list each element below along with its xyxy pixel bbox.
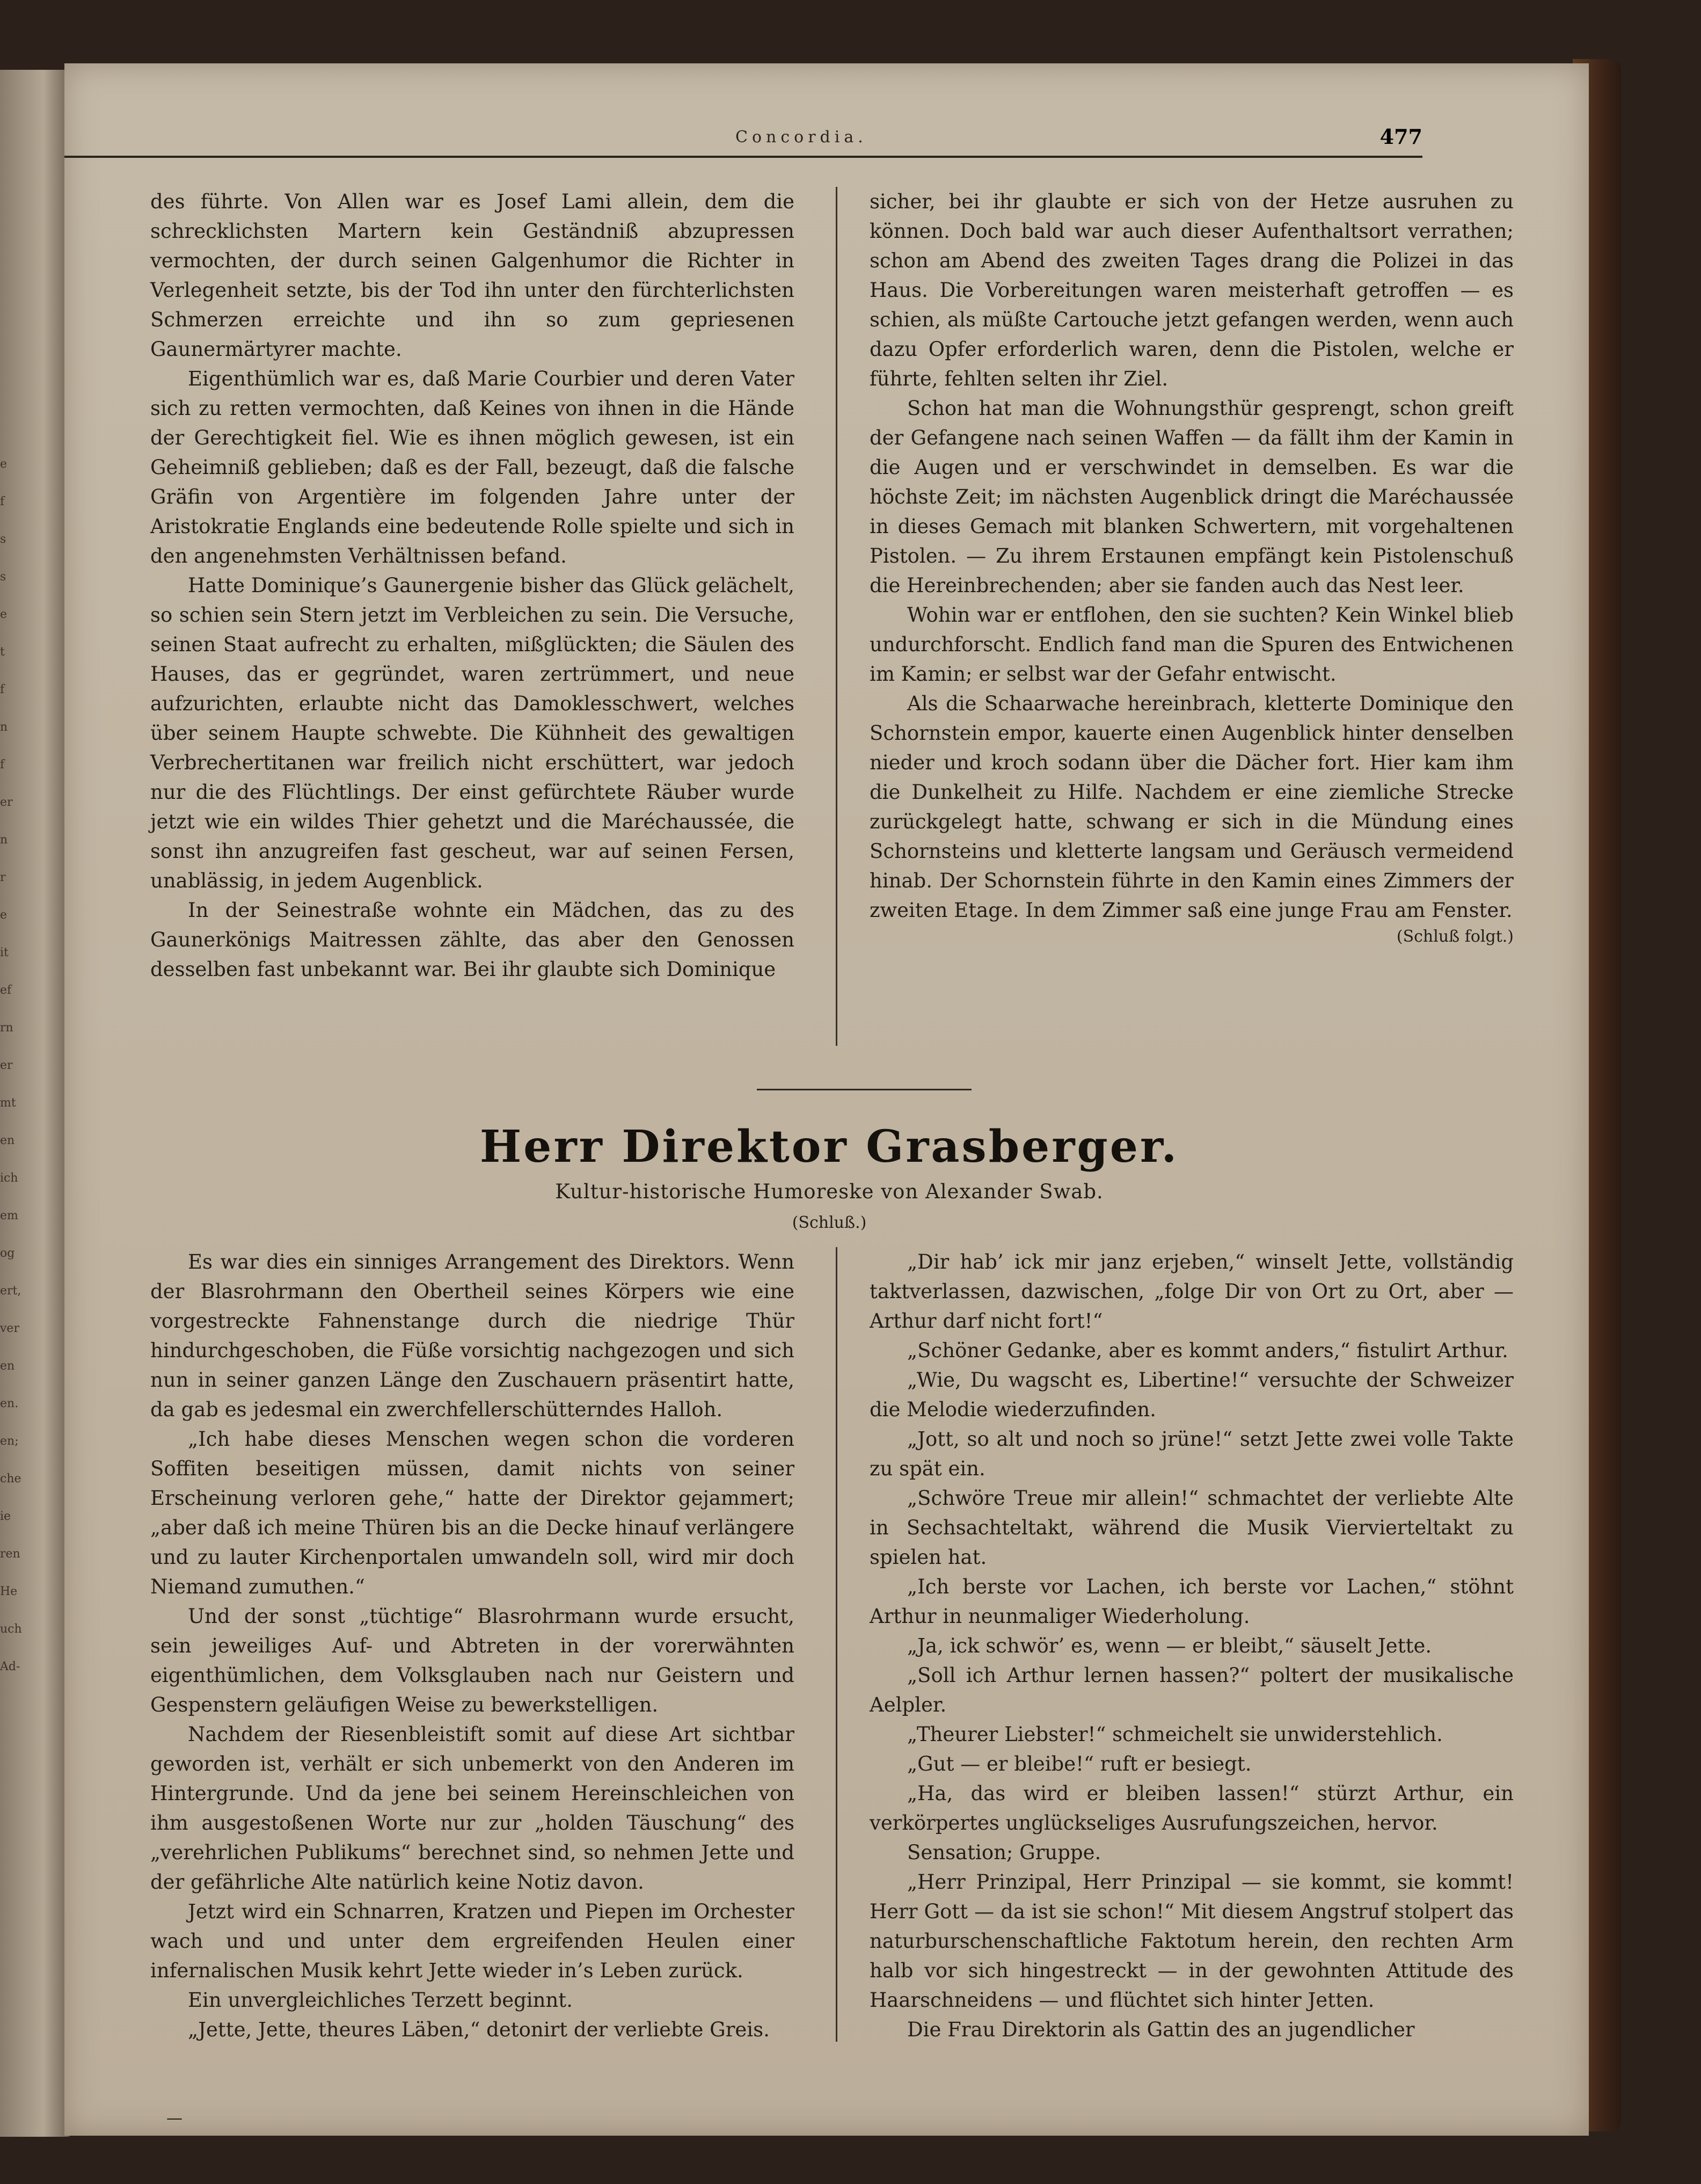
- article-1-left-column: [150, 187, 794, 984]
- paragraph: „Theurer Liebster!“ schmeichelt sie unwiderstehlich.: [907, 1723, 1443, 1746]
- previous-page-scraps: [0, 446, 21, 1686]
- paragraph: Eigenthümlich war es, daß Marie Courbier und deren Vater sich zu retten vermochten, daß Keines von ihnen in die Hände der Gerechtigkeit fiel. Wie es ihnen möglich gewesen, ist ein Geheimniß geblieben; daß es der Fall, bezeugt, daß die falsche Gräfin von Argentière im folgenden Jahre unter der Aristokratie Englands eine bedeutende Rolle spielte und sich in den angenehmsten Verhältnissen befand.: [150, 367, 794, 567]
- running-head: [64, 125, 1422, 160]
- article-2-subtitle: Kultur-historische Humoreske von Alexander Swab.: [555, 1180, 1104, 1203]
- paragraph: Hatte Dominique’s Gaunergenie bisher das Glück gelächelt, so schien sein Stern jetzt im Verbleichen zu sein. Die Versuche, seinen Staat aufrecht zu erhalten, mißglückten; die Säulen des Hauses, das er gegründet, waren zertrümmert, und neue aufzurichten, erlaubte nicht das Damoklesschwert, welches über seinem Haupte schwebte. Die Kühnheit des gewaltigen Verbrechertitanen war freilich nicht erschüttert, war jedoch nur die des Flüchtlings. Der einst gefürchtete Räuber wurde jetzt wie ein wildes Thier gehetzt und die Maréchaussée, die sonst ihn anzugreifen fast gescheut, war auf seinen Fersen, unablässig, in jedem Augenblick.: [150, 574, 794, 892]
- margin-fragment: em: [0, 1209, 18, 1222]
- paragraph: „Ja, ick schwör’ es, wenn — er bleibt,“ säuselt Jette.: [907, 1634, 1432, 1657]
- margin-fragment: ie: [0, 1510, 11, 1523]
- header-rule: [64, 156, 1422, 158]
- paragraph: des führte. Von Allen war es Josef Lami allein, dem die schrecklichsten Martern kein Geständniß abzupressen vermochten, der durch seinen Galgenhumor die Richter in Verlegenheit setzte, bis der Tod ihn unter den fürchterlichsten Schmerzen erreichte und ihn so zum gepriesenen Gaunermärtyrer machte.: [150, 190, 794, 361]
- margin-fragment: ver: [0, 1322, 19, 1335]
- paragraph: Es war dies ein sinniges Arrangement des Direktors. Wenn der Blasrohrmann den Obertheil seines Körpers wie eine vorgestreckte Fahnenstange durch die niedrige Thür hindurchgeschoben, die Füße vorsichtig nachgezogen und sich nun in seiner ganzen Länge den Zuschauern präsentirt hatte, da gab es jedesmal ein zwerchfellerschütterndes Halloh.: [150, 1250, 794, 1421]
- margin-fragment: n: [0, 833, 8, 847]
- margin-fragment: en: [0, 1359, 15, 1373]
- column-divider-2: [836, 1247, 837, 2042]
- margin-fragment: s: [0, 533, 6, 546]
- margin-fragment: He: [0, 1585, 18, 1598]
- margin-fragment: ef: [0, 984, 12, 997]
- paragraph: Sensation; Gruppe.: [907, 1841, 1101, 1864]
- article-2-right-column: [870, 1247, 1514, 2044]
- journal-name: Concordia.: [735, 128, 867, 147]
- paragraph: „Soll ich Arthur lernen hassen?“ poltert der musikalische Aelpler.: [870, 1664, 1514, 1716]
- paragraph: „Wie, Du wagscht es, Libertine!“ versuchte der Schweizer die Melodie wiederzufinden.: [870, 1368, 1514, 1421]
- paragraph: sicher, bei ihr glaubte er sich von der Hetze ausruhen zu können. Doch bald war auch dieser Aufenthaltsort verrathen; schon am Abend des zweiten Tages drang die Polizei in das Haus. Die Vorbereitungen waren meisterhaft getroffen — es schien, als müßte Cartouche jetzt gefangen werden, wenn auch dazu Opfer erforderlich waren, denn die Pistolen, welche er führte, fehlten selten ihr Ziel.: [870, 190, 1514, 390]
- continuation-note: (Schluß folgt.): [1396, 927, 1514, 946]
- margin-fragment: f: [0, 758, 5, 771]
- paragraph: Nachdem der Riesenbleistift somit auf diese Art sichtbar geworden ist, verhält er sich unbemerkt von den Anderen im Hintergrunde. Und da jene bei seinem Hereinschleichen von ihm ausgestoßenen Worte nur zur „holden Täuschung“ des „verehrlichen Publikums“ berechnet sind, so nehmen Jette und der gefährliche Alte natürlich keine Notiz davon.: [150, 1723, 794, 1894]
- paragraph: „Ich habe dieses Menschen wegen schon die vorderen Soffiten beseitigen müssen, damit nichts von seiner Erscheinung verloren gehe,“ hatte der Direktor gejammert; „aber daß ich meine Thüren bis an die Decke hinauf verlängere und zu lauter Kirchenportalen umwandeln soll, wird mir doch Niemand zumuthen.“: [150, 1428, 794, 1598]
- paragraph: Und der sonst „tüchtige“ Blasrohrmann wurde ersucht, sein jeweiliges Auf- und Abtreten in der vorerwähnten eigenthümlichen, dem Volksglauben nach nur Geistern und Gespenstern geläufigen Weise zu bewerkstelligen.: [150, 1605, 794, 1716]
- paragraph: „Ha, das wird er bleiben lassen!“ stürzt Arthur, ein verkörpertes unglückseliges Ausrufungszeichen, hervor.: [870, 1782, 1514, 1834]
- paragraph: Als die Schaarwache hereinbrach, kletterte Dominique den Schornstein empor, kauerte einen Augenblick hinter denselben nieder und kroch sodann über die Dächer fort. Hier kam ihm die Dunkelheit zu Hilfe. Nachdem er eine ziemliche Strecke zurückgelegt hatte, schwang er sich in die Mündung eines Schornsteins und kletterte langsam und Geräusch vermeidend hinab. Der Schornstein führte in den Kamin eines Zimmers der zweiten Etage. In dem Zimmer saß eine junge Frau am Fenster.: [870, 692, 1514, 922]
- margin-fragment: er: [0, 1059, 13, 1072]
- paragraph: „Schwöre Treue mir allein!“ schmachtet der verliebte Alte in Sechsachteltakt, während die Musik Viervierteltakt zu spielen hat.: [870, 1487, 1514, 1569]
- paragraph: „Herr Prinzipal, Herr Prinzipal — sie kommt, sie kommt! Herr Gott — da ist sie schon!“ Mit diesem Angstruf stolpert das naturburschenschaftliche Faktotum herein, den rechten Arm halb vor sich hingestreckt — in der gewohnten Attitude des Haarschneidens — und flüchtet sich hinter Jetten.: [870, 1870, 1514, 2012]
- column-divider: [836, 187, 837, 1046]
- bottom-dash: —: [166, 2109, 182, 2128]
- paragraph: Wohin war er entflohen, den sie suchten? Kein Winkel blieb undurchforscht. Endlich fand man die Spuren des Entwichenen im Kamin; er selbst war der Gefahr entwischt.: [870, 603, 1514, 686]
- margin-fragment: r: [0, 871, 6, 884]
- margin-fragment: en.: [0, 1397, 19, 1410]
- margin-fragment: ren: [0, 1547, 20, 1561]
- margin-fragment: che: [0, 1472, 21, 1486]
- margin-fragment: e: [0, 457, 8, 471]
- margin-fragment: it: [0, 946, 9, 959]
- margin-fragment: s: [0, 570, 6, 584]
- margin-fragment: en;: [0, 1435, 19, 1448]
- paragraph: „Dir hab’ ick mir janz erjeben,“ winselt Jette, vollständig taktverlassen, dazwischen, „folge Dir von Ort zu Ort, aber — Arthur darf nicht fort!“: [870, 1250, 1514, 1333]
- margin-fragment: n: [0, 720, 8, 734]
- paragraph: Die Frau Direktorin als Gattin des an jugendlicher: [907, 2018, 1415, 2041]
- margin-fragment: mt: [0, 1096, 16, 1110]
- previous-page-edge: [0, 70, 72, 2137]
- margin-fragment: uch: [0, 1622, 22, 1636]
- margin-fragment: er: [0, 796, 13, 809]
- paragraph: Ein unvergleichliches Terzett beginnt.: [188, 1989, 573, 2012]
- paragraph: „Gut — er bleibe!“ ruft er besiegt.: [907, 1752, 1252, 1775]
- margin-fragment: f: [0, 495, 5, 508]
- paragraph: „Ich berste vor Lachen, ich berste vor Lachen,“ stöhnt Arthur in neunmaliger Wiederholung.: [870, 1575, 1514, 1628]
- article-2-title: Herr Direktor Grasberger.: [479, 1121, 1179, 1173]
- margin-fragment: e: [0, 908, 8, 922]
- margin-fragment: ich: [0, 1171, 18, 1185]
- article-1-columns: [150, 187, 1514, 1057]
- margin-fragment: e: [0, 608, 8, 621]
- margin-fragment: og: [0, 1247, 15, 1260]
- margin-fragment: t: [0, 645, 5, 659]
- margin-fragment: ert,: [0, 1284, 21, 1298]
- margin-fragment: f: [0, 683, 5, 696]
- paragraph: In der Seinestraße wohnte ein Mädchen, das zu des Gaunerkönigs Maitressen zählte, das aber den Genossen desselben fast unbekannt war. Bei ihr glaubte sich Dominique: [150, 899, 794, 981]
- article-2-left-column: [150, 1247, 794, 2044]
- paragraph: „Jott, so alt und noch so jrüne!“ setzt Jette zwei volle Takte zu spät ein.: [870, 1428, 1514, 1480]
- margin-fragment: Ad-: [0, 1660, 20, 1673]
- paragraph: „Schöner Gedanke, aber es kommt anders,“ fistulirt Arthur.: [907, 1339, 1508, 1362]
- article-1-right-column: [870, 187, 1514, 949]
- paragraph: „Jette, Jette, theures Läben,“ detonirt der verliebte Greis.: [188, 2018, 770, 2041]
- article-separator: [757, 1089, 972, 1090]
- paragraph: Schon hat man die Wohnungsthür gesprengt, schon greift der Gefangene nach seinen Waffen — da fällt ihm der Kamin in die Augen und er verschwindet in demselben. Es war die höchste Zeit; im nächsten Augenblick dringt die Maréchaussée in dieses Gemach mit blanken Schwertern, mit vorgehaltenen Pistolen. — Zu ihrem Erstaunen empfängt kein Pistolenschuß die Hereinbrechenden; aber sie fanden auch das Nest leer.: [870, 397, 1514, 597]
- page-number: 477: [1379, 125, 1422, 149]
- article-2-part-note: (Schluß.): [792, 1213, 867, 1232]
- margin-fragment: rn: [0, 1021, 13, 1035]
- newspaper-page: [64, 63, 1589, 2136]
- margin-fragment: en: [0, 1134, 15, 1147]
- article-2-columns: [150, 1247, 1514, 2063]
- paragraph: Jetzt wird ein Schnarren, Kratzen und Piepen im Orchester wach und und unter dem ergreifenden Heulen einer infernalischen Musik kehrt Jette wieder in’s Leben zurück.: [150, 1900, 794, 1982]
